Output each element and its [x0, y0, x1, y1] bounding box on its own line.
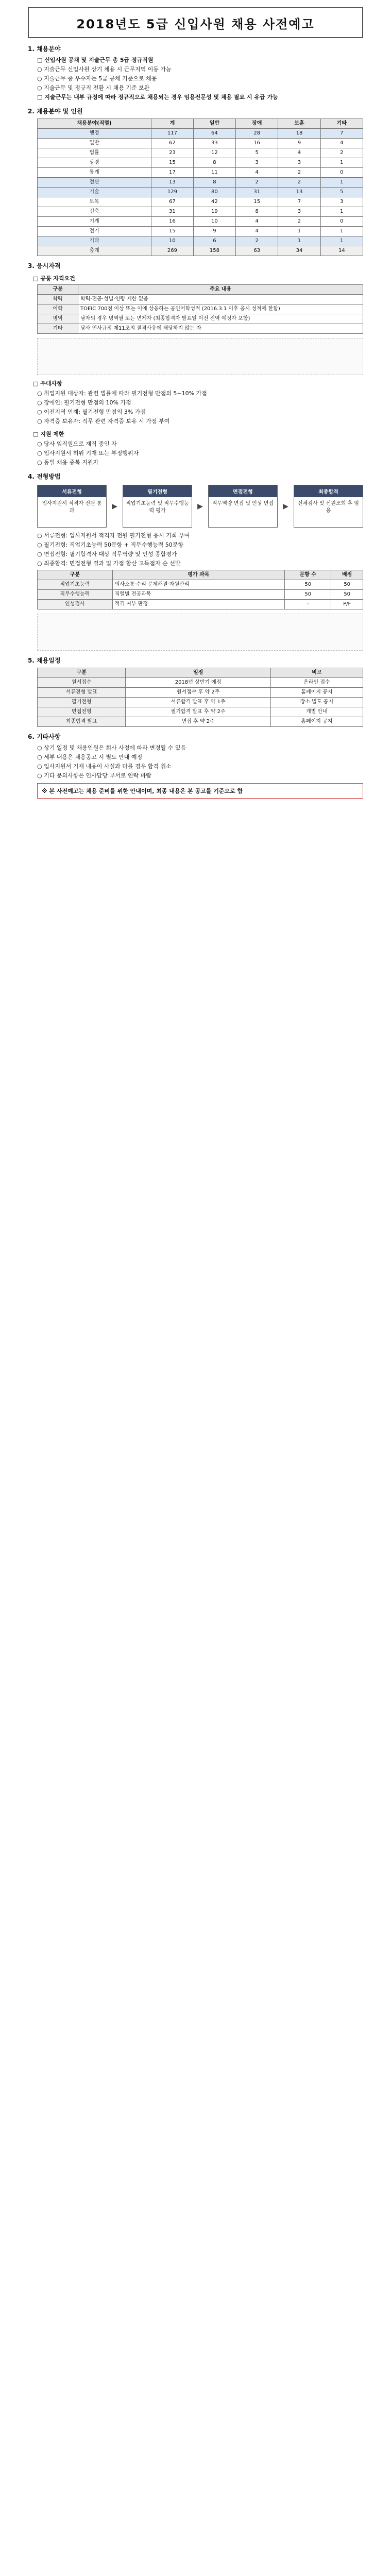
- qual-table: [37, 284, 363, 334]
- step-body: 직업기초능력 및 직무수행능력 평가: [126, 501, 189, 514]
- th: 보훈: [278, 119, 320, 129]
- s4-item-3: ○ 최종합격: 면접전형 결과 및 가점 합산 고득점자 순 선발: [37, 560, 181, 567]
- table-row: [38, 698, 363, 707]
- document-body: [28, 44, 363, 799]
- cell: 129: [151, 188, 194, 197]
- table-row: [38, 178, 363, 188]
- cell: 6: [193, 236, 235, 246]
- cell: 홈페이지 공지: [270, 688, 363, 698]
- cell: 0: [320, 168, 363, 178]
- cell: 2: [236, 178, 278, 188]
- s6-item-1: ○ 세부 내용은 채용공고 시 별도 안내 예정: [37, 754, 143, 760]
- s4-item-1: ○ 필기전형: 직업기초능력 50문항 + 직무수행능력 50문항: [37, 541, 184, 548]
- cell: 2: [278, 168, 320, 178]
- step-body: 직무역량 면접 및 인성 면접: [212, 501, 274, 506]
- cell: 2018년 상반기 예정: [126, 678, 270, 688]
- step-written: [123, 485, 192, 528]
- th: 구분: [38, 668, 126, 678]
- cell: 학력·전공·성별·연령 제한 없음: [78, 295, 363, 304]
- exam-table-wrap: [37, 570, 363, 609]
- s4-item-2: ○ 면접전형: 필기합격자 대상 직무역량 및 인성 종합평가: [37, 551, 177, 557]
- cell: 1: [320, 207, 363, 217]
- table-row: [38, 158, 363, 168]
- table-row: [38, 197, 363, 207]
- cell: 서류합격 발표 후 약 1주: [126, 698, 270, 707]
- th: 구분: [38, 570, 113, 580]
- s3-3-item-2: ○ 동일 채용 중복 지원자: [37, 459, 99, 466]
- cell: 기타: [38, 236, 151, 246]
- th: 일반: [193, 119, 235, 129]
- s1-item-1: ○ 지술근무 신입사원 상기 채용 시 근무지역 이동 가능: [37, 66, 172, 73]
- cell: 적격 여부 판정: [112, 600, 285, 609]
- cell: 전산: [38, 178, 151, 188]
- cell: 50: [285, 590, 331, 600]
- cell: 11: [193, 168, 235, 178]
- s1-note: □ 지술근무는 내부 규정에 따라 정규직으로 채용되는 경우 임용전문성 및 채용 필요 시 유급 가능: [37, 94, 278, 100]
- cell: 4: [320, 139, 363, 148]
- s3-sub-1: □ 공통 자격요건: [33, 275, 75, 282]
- s3-2-item-2: ○ 이전지역 인재: 필기전형 만점의 3% 가점: [37, 409, 146, 415]
- cell: 당사 인사규정 제11조의 결격사유에 해당하지 않는 자: [78, 324, 363, 334]
- cell: 병역: [38, 314, 78, 324]
- table-row: [38, 129, 363, 139]
- s1-item-2: ○ 지술근무 중 우수자는 5급 공채 기준으로 채용: [37, 75, 157, 82]
- cell: 장소 별도 공지: [270, 698, 363, 707]
- page-title: 2018년도 5급 신입사원 채용 사전예고: [76, 16, 315, 31]
- cell: 50: [331, 590, 363, 600]
- cell: 50: [285, 580, 331, 590]
- table-row: [38, 207, 363, 217]
- cell: 31: [236, 188, 278, 197]
- cell: 8: [193, 178, 235, 188]
- step-body: 입사지원서 적격자 전원 통과: [42, 501, 102, 514]
- cell: 일반: [38, 139, 151, 148]
- cell: 2: [278, 217, 320, 227]
- title-banner: [28, 7, 363, 38]
- s4-item-0: ○ 서류전형: 입사지원서 적격자 전원 필기전형 응시 기회 부여: [37, 532, 190, 539]
- table-row: [38, 688, 363, 698]
- cell: 4: [278, 148, 320, 158]
- cell: 2: [278, 178, 320, 188]
- cell: 9: [193, 227, 235, 236]
- cell: 건축: [38, 207, 151, 217]
- step-head: 필기전형: [123, 485, 192, 497]
- section-heading-4: 4. 전형방법: [28, 473, 61, 480]
- schedule-table-wrap: [37, 668, 363, 727]
- qual-table-wrap: [37, 284, 363, 334]
- th: 구분: [38, 285, 78, 295]
- table-row: [38, 188, 363, 197]
- cell: 전기: [38, 227, 151, 236]
- cell: 50: [331, 580, 363, 590]
- cell: 42: [193, 197, 235, 207]
- cell: 온라인 접수: [270, 678, 363, 688]
- table-row: [38, 168, 363, 178]
- cell: 0: [320, 217, 363, 227]
- cell: 62: [151, 139, 194, 148]
- s3-3-item-1: ○ 입사지원서 허위 기재 또는 부정행위자: [37, 450, 139, 456]
- cell: 직렬별 전공과목: [112, 590, 285, 600]
- cell: 법률: [38, 148, 151, 158]
- table-row: [38, 314, 363, 324]
- cell: -: [285, 600, 331, 609]
- s3-2-item-1: ○ 장애인: 필기전형 만점의 10% 가점: [37, 399, 131, 406]
- cell: 서류전형 발표: [38, 688, 126, 698]
- step-head: 면접전형: [209, 485, 277, 497]
- section-heading-6: 6. 기타사항: [28, 733, 61, 740]
- cell: 23: [151, 148, 194, 158]
- th: 채용분야(직렬): [38, 119, 151, 129]
- cell: 1: [320, 178, 363, 188]
- cell: 15: [151, 158, 194, 168]
- cell: 117: [151, 129, 194, 139]
- recruit-table: [37, 118, 363, 256]
- cell: 1: [320, 227, 363, 236]
- exam-table: [37, 570, 363, 609]
- cell: 9: [278, 139, 320, 148]
- document-detail-block: [37, 614, 363, 651]
- s3-3-item-0: ○ 당사 임직원으로 재직 중인 자: [37, 440, 117, 447]
- cell: 10: [151, 236, 194, 246]
- table-row: [38, 590, 363, 600]
- cell: 18: [278, 129, 320, 139]
- cell: 16: [236, 139, 278, 148]
- s3-sub-3: □ 지원 제한: [33, 431, 64, 437]
- cell: TOEIC 700점 이상 또는 이에 상응하는 공인어학성적 (2016.3.1 이후 응시 성적에 한함): [78, 304, 363, 314]
- cell: 1: [278, 236, 320, 246]
- cell: 총계: [38, 246, 151, 256]
- cell: 13: [278, 188, 320, 197]
- cell: 13: [151, 178, 194, 188]
- th: 평가 과목: [112, 570, 285, 580]
- cell: 34: [278, 246, 320, 256]
- cell: 10: [193, 217, 235, 227]
- table-row: [38, 295, 363, 304]
- cell: 7: [320, 129, 363, 139]
- cell: 269: [151, 246, 194, 256]
- cell: 2: [320, 148, 363, 158]
- recruit-table-wrap: [37, 118, 363, 256]
- th: 배점: [331, 570, 363, 580]
- s6-item-0: ○ 상기 일정 및 채용인원은 회사 사정에 따라 변경될 수 있음: [37, 744, 186, 751]
- cell: 원서접수 후 약 2주: [126, 688, 270, 698]
- cell: 17: [151, 168, 194, 178]
- document-detail-block: [37, 338, 363, 375]
- table-row: [38, 707, 363, 717]
- table-row: [38, 246, 363, 256]
- cell: 1: [320, 158, 363, 168]
- cell: 인성검사: [38, 600, 113, 609]
- s3-2-item-0: ○ 취업지원 대상자: 관련 법률에 따라 필기전형 만점의 5~10% 가점: [37, 390, 207, 397]
- step-document: [37, 485, 107, 528]
- table-row: [38, 139, 363, 148]
- step-head: 최종합격: [294, 485, 363, 497]
- cell: 필기전형: [38, 698, 126, 707]
- process-steps: [37, 485, 363, 528]
- th: 비고: [270, 668, 363, 678]
- section-heading-1: 1. 채용분야: [28, 45, 61, 53]
- cell: 1: [278, 227, 320, 236]
- cell: 33: [193, 139, 235, 148]
- cell: 의사소통·수리·문제해결·자원관리: [112, 580, 285, 590]
- cell: 개별 안내: [270, 707, 363, 717]
- final-notice: ※ 본 사전예고는 채용 준비를 위한 안내이며, 최종 내용은 본 공고를 기준으로 함: [37, 783, 363, 799]
- arrow-right-icon: ▶: [197, 502, 203, 511]
- cell: 3: [236, 158, 278, 168]
- cell: 14: [320, 246, 363, 256]
- cell: 28: [236, 129, 278, 139]
- th: 장애: [236, 119, 278, 129]
- cell: 3: [278, 207, 320, 217]
- cell: 64: [193, 129, 235, 139]
- step-head: 서류전형: [38, 485, 106, 497]
- cell: 직업기초능력: [38, 580, 113, 590]
- cell: 최종합격 발표: [38, 717, 126, 727]
- cell: 8: [193, 158, 235, 168]
- cell: 158: [193, 246, 235, 256]
- cell: 면접 후 약 2주: [126, 717, 270, 727]
- s3-2-item-3: ○ 자격증 보유자: 직무 관련 자격증 보유 시 가점 부여: [37, 418, 170, 425]
- cell: 4: [236, 168, 278, 178]
- table-row: [38, 600, 363, 609]
- cell: 남자의 경우 병역필 또는 면제자 (최종합격자 발표일 이전 전역 예정자 포함): [78, 314, 363, 324]
- cell: 기계: [38, 217, 151, 227]
- section-heading-5: 5. 채용일정: [28, 657, 61, 664]
- cell: 면접전형: [38, 707, 126, 717]
- th: 계: [151, 119, 194, 129]
- cell: 통계: [38, 168, 151, 178]
- table-row: [38, 324, 363, 334]
- cell: 1: [320, 236, 363, 246]
- table-row: [38, 580, 363, 590]
- table-row: [38, 217, 363, 227]
- cell: 5: [320, 188, 363, 197]
- cell: 8: [236, 207, 278, 217]
- section-heading-2: 2. 채용분야 및 인원: [28, 108, 83, 115]
- cell: 63: [236, 246, 278, 256]
- cell: 상경: [38, 158, 151, 168]
- cell: 직무수행능력: [38, 590, 113, 600]
- table-row: [38, 227, 363, 236]
- cell: 15: [236, 197, 278, 207]
- table-row: [38, 717, 363, 727]
- cell: 3: [320, 197, 363, 207]
- cell: 4: [236, 227, 278, 236]
- th: 기타: [320, 119, 363, 129]
- th: 주요 내용: [78, 285, 363, 295]
- th: 일정: [126, 668, 270, 678]
- cell: 2: [236, 236, 278, 246]
- table-row: [38, 304, 363, 314]
- cell: 필기합격 발표 후 약 2주: [126, 707, 270, 717]
- cell: 토목: [38, 197, 151, 207]
- cell: 기타: [38, 324, 78, 334]
- s6-item-2: ○ 입사지원서 기재 내용이 사실과 다를 경우 합격 취소: [37, 763, 172, 770]
- cell: 7: [278, 197, 320, 207]
- cell: 홈페이지 공지: [270, 717, 363, 727]
- cell: 기술: [38, 188, 151, 197]
- cell: 16: [151, 217, 194, 227]
- cell: 원서접수: [38, 678, 126, 688]
- s3-sub-2: □ 우대사항: [33, 380, 62, 387]
- step-final: [294, 485, 363, 528]
- cell: 5: [236, 148, 278, 158]
- table-row: [38, 148, 363, 158]
- cell: 학력: [38, 295, 78, 304]
- th: 문항 수: [285, 570, 331, 580]
- cell: 19: [193, 207, 235, 217]
- s6-item-3: ○ 기타 문의사항은 인사담당 부서로 연락 바람: [37, 772, 151, 779]
- cell: 67: [151, 197, 194, 207]
- cell: 행정: [38, 129, 151, 139]
- cell: 3: [278, 158, 320, 168]
- table-row: [38, 678, 363, 688]
- step-body: 신체검사 및 신원조회 후 임용: [297, 501, 359, 514]
- s1-item-0: □ 신입사원 공채 및 지술근무 총 5급 정규직원: [37, 57, 154, 63]
- cell: 12: [193, 148, 235, 158]
- cell: 80: [193, 188, 235, 197]
- arrow-right-icon: ▶: [283, 502, 288, 511]
- arrow-right-icon: ▶: [112, 502, 117, 511]
- cell: 어학: [38, 304, 78, 314]
- step-interview: [208, 485, 278, 528]
- cell: 31: [151, 207, 194, 217]
- s1-item-3: ○ 지술근무 및 정규직 전환 시 채용 기준 보완: [37, 84, 150, 91]
- cell: 4: [236, 217, 278, 227]
- cell: P/F: [331, 600, 363, 609]
- table-row: [38, 236, 363, 246]
- section-heading-3: 3. 응시자격: [28, 262, 61, 269]
- cell: 15: [151, 227, 194, 236]
- schedule-table: [37, 668, 363, 727]
